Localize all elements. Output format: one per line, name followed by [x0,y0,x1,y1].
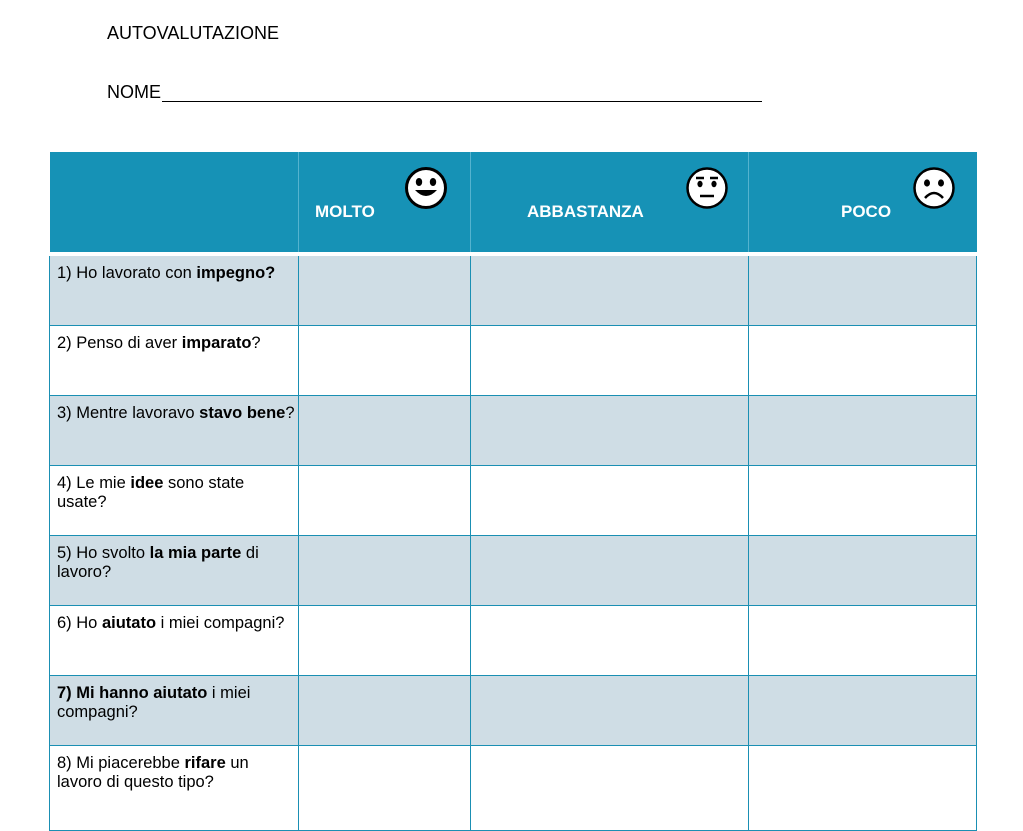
question-text [57,264,298,283]
sad-face-icon [912,166,956,210]
answer-cell-poco[interactable] [749,746,977,831]
name-underline[interactable] [162,84,762,102]
answer-cell-abbastanza[interactable] [471,676,749,746]
header-corner-cell [50,152,299,254]
column-label-poco: POCO [841,202,892,221]
document-title: AUTOVALUTAZIONE [107,23,280,43]
answer-cell-poco[interactable] [749,606,977,676]
question-segment: ? [285,404,295,422]
table-row [50,676,977,746]
answer-cell-poco[interactable] [749,466,977,536]
answer-cell-molto[interactable] [299,676,471,746]
answer-cell-molto[interactable] [299,254,471,326]
question-keyword: rifare [184,754,226,772]
question-keyword: stavo bene [199,404,286,422]
table-row [50,746,977,831]
question-cell [50,396,299,466]
name-field[interactable] [107,82,762,102]
answer-cell-molto[interactable] [299,536,471,606]
answer-cell-molto[interactable] [299,396,471,466]
question-segment: 2) Penso di aver [57,334,182,352]
table-row [50,606,977,676]
self-assessment-table [49,152,977,831]
answer-cell-abbastanza[interactable] [471,396,749,466]
question-segment: un lavoro di questo tipo? [57,754,249,791]
answer-cell-molto[interactable] [299,326,471,396]
question-keyword: impegno? [196,264,276,282]
table-row [50,536,977,606]
answer-cell-poco[interactable] [749,676,977,746]
table-row [50,396,977,466]
question-text [57,544,298,582]
answer-cell-abbastanza[interactable] [471,254,749,326]
question-segment: di lavoro? [57,544,259,581]
question-text [57,754,298,792]
answer-cell-poco[interactable] [749,254,977,326]
question-segment: 3) Mentre lavoravo [57,404,200,422]
question-cell [50,606,299,676]
answer-cell-abbastanza[interactable] [471,536,749,606]
question-cell [50,676,299,746]
table-row [50,466,977,536]
answer-cell-abbastanza[interactable] [471,326,749,396]
header-abbastanza [471,152,749,254]
question-segment: 4) Le mie [57,474,131,492]
question-keyword: 7) Mi hanno aiutato [57,684,208,702]
header-molto [299,152,471,254]
answer-cell-poco[interactable] [749,536,977,606]
question-segment: ? [251,334,261,352]
question-text [57,404,298,423]
question-cell [50,466,299,536]
question-text [57,334,298,353]
question-keyword: la mia parte [149,544,242,562]
answer-cell-molto[interactable] [299,606,471,676]
name-label: NOME [107,82,161,102]
question-segment: i miei compagni? [156,614,285,632]
table-row [50,326,977,396]
answer-cell-molto[interactable] [299,746,471,831]
question-text [57,474,298,512]
answer-cell-abbastanza[interactable] [471,746,749,831]
question-text [57,614,298,633]
answer-cell-abbastanza[interactable] [471,466,749,536]
question-cell [50,326,299,396]
column-label-abbastanza: ABBASTANZA [527,202,644,221]
question-keyword: idee [130,474,164,492]
answer-cell-poco[interactable] [749,326,977,396]
question-segment: 8) Mi piacerebbe [57,754,185,772]
question-segment: 6) Ho [57,614,102,632]
question-cell [50,746,299,831]
column-label-molto: MOLTO [315,202,375,221]
answer-cell-poco[interactable] [749,396,977,466]
header-poco [749,152,977,254]
neutral-face-icon [685,166,729,210]
question-text [57,684,298,722]
question-segment: sono state usate? [57,474,245,511]
header-row [50,152,977,254]
question-keyword: aiutato [101,614,157,632]
question-cell [50,254,299,326]
table-row [50,254,977,326]
happy-face-icon [404,166,448,210]
question-segment: i miei compagni? [57,684,251,721]
question-segment: 5) Ho svolto [57,544,150,562]
answer-cell-abbastanza[interactable] [471,606,749,676]
question-segment: 1) Ho lavorato con [57,264,197,282]
question-keyword: imparato [181,334,252,352]
question-cell [50,536,299,606]
answer-cell-molto[interactable] [299,466,471,536]
